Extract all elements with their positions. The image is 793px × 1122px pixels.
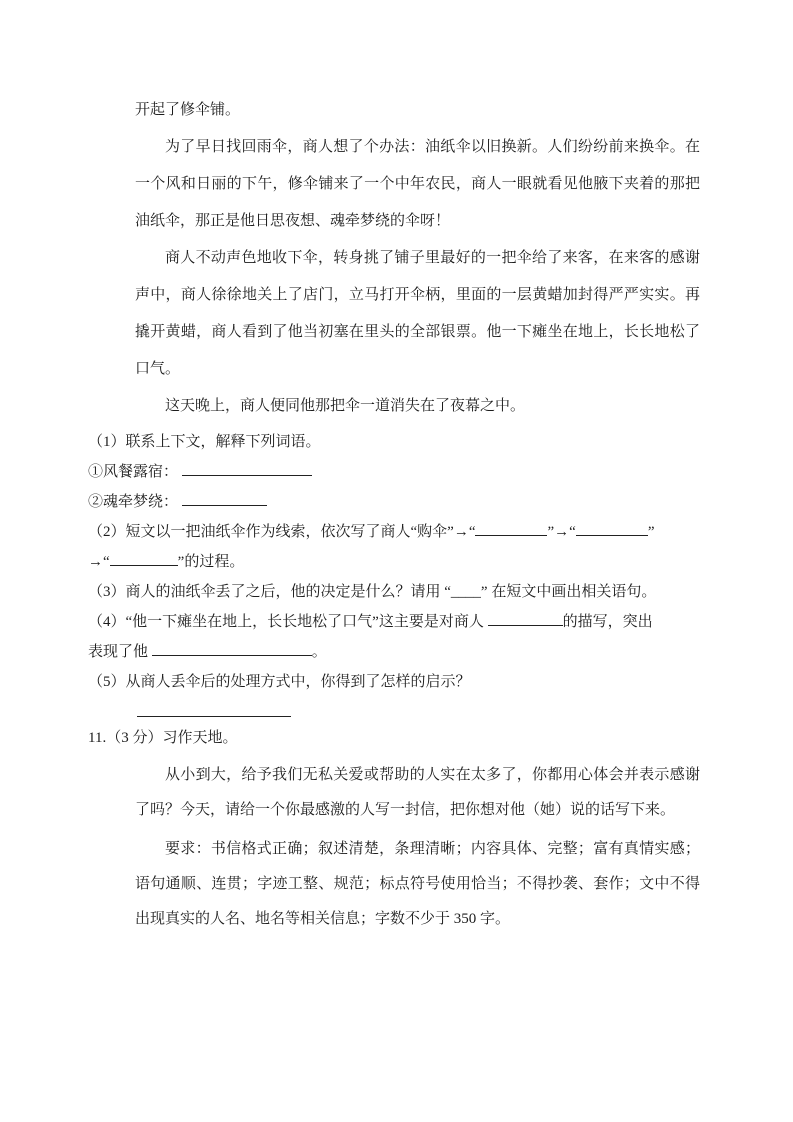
passage-paragraph: 这天晚上，商人便同他那把伞一道消失在了夜幕之中。 — [165, 398, 526, 414]
question-1 — [88, 427, 708, 457]
question-3 — [88, 577, 708, 607]
question-4 — [88, 607, 708, 667]
answer-blank — [182, 491, 267, 506]
question-1-item-2 — [88, 487, 708, 517]
passage-paragraph: 商人不动声色地收下伞，转身挑了铺子里最好的一把伞给了来客，在来客的感谢声中，商人徐徐地关上了店门，立马打开伞柄，里面的一层黄蜡加封得严严实实。再撬开黄蜡，商人看到了他当初塞在里头的全部银票。他一下瘫坐在地上，长长地松了口气。 — [135, 250, 700, 377]
question-2-text: ”→“ — [547, 524, 576, 540]
essay-section — [0, 723, 793, 937]
question-4-text: 。 — [311, 644, 327, 660]
answer-blank — [182, 461, 312, 476]
question-4-text: 表现了他 — [88, 644, 152, 660]
question-2-text: ” — [647, 524, 655, 540]
question-5-label: （5）从商人丢伞后的处理方式中，你得到了怎样的启示？ — [88, 674, 471, 690]
passage-paragraph: 开起了修伞铺。 — [135, 102, 241, 118]
question-1-label: （1）联系上下文，解释下列词语。 — [88, 434, 321, 450]
essay-heading: 11.（3 分）习作天地。 — [88, 730, 238, 746]
question-1-item-2-label: ②魂牵梦绕： — [88, 494, 182, 510]
question-3-label: （3）商人的油纸伞丢了之后，他的决定是什么？请用 “____” 在短文中画出相关语句。 — [88, 584, 657, 600]
question-2 — [88, 517, 708, 577]
question-2-text: （2）短文以一把油纸伞作为线索，依次写了商人“购伞”→“ — [88, 524, 476, 540]
question-list — [88, 427, 708, 717]
answer-line-underline — [137, 697, 291, 717]
question-1-item-1-label: ①风餐露宿： — [88, 464, 182, 480]
essay-requirements-paragraph: 要求：书信格式正确；叙述清楚，条理清晰；内容具体、完整；富有真情实感；语句通顺、连贯；字迹工整、规范；标点符号使用恰当；不得抄袭、套作；文中不得出现真实的人名、地名等相关信息；字数不少于 350 字。 — [135, 841, 700, 927]
answer-blank — [152, 641, 312, 656]
question-2-text: →“ — [88, 554, 110, 570]
question-1-item-1 — [88, 457, 708, 487]
answer-blank — [110, 551, 178, 566]
question-5 — [88, 667, 708, 697]
essay-prompt-paragraph: 从小到大，给予我们无私关爱或帮助的人实在太多了，你都用心体会并表示感谢了吗？今天，请给一个你最感激的人写一封信，把你想对他（她）说的话写下来。 — [135, 767, 700, 818]
question-2-text: ”的过程。 — [177, 554, 245, 570]
page-content — [0, 92, 793, 937]
question-4-text: （4）“他一下瘫坐在地上，长长地松了口气”这主要是对商人 — [88, 614, 488, 630]
answer-blank — [475, 521, 547, 536]
passage-paragraph: 为了早日找回雨伞，商人想了个办法：油纸伞以旧换新。人们纷纷前来换伞。在一个风和日丽的下午，修伞铺来了一个中年农民，商人一眼就看见他腋下夹着的那把油纸伞，那正是他日思夜想、魂牵梦绕的伞呀！ — [135, 139, 700, 229]
question-4-text: 的描写，突出 — [562, 614, 653, 630]
answer-blank — [488, 611, 563, 626]
answer-blank — [576, 521, 648, 536]
reading-passage — [135, 92, 700, 425]
